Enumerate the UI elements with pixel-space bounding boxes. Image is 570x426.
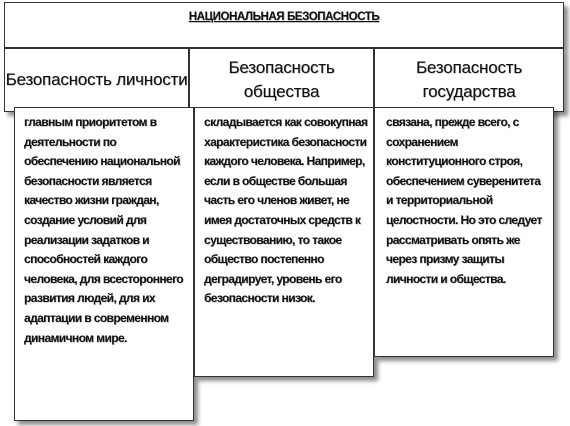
description-society-security-text: складывается как совокупная характеристика безопасности каждого человека. Например, если в обществе большая часть его членов живет, не имея достаточных средств к существованию, то такое общество постепенно деградирует, уровень его безопасности низок. (204, 115, 368, 306)
header-society-security (189, 48, 374, 112)
header-society-security-label: Безопасность общества (228, 58, 335, 101)
description-society-security (194, 107, 374, 377)
description-personal-security (14, 107, 194, 421)
title-box (4, 2, 564, 48)
description-state-security-text: связана, прежде всего, с сохранением конституционного строя, обеспечением суверенитета и территориальной целостности. Но это следует рассматривать опять же через призму защиты личности и общества. (386, 115, 542, 286)
description-state-security (374, 107, 554, 357)
header-personal-security-label: Безопасность личности (5, 70, 188, 89)
header-state-security (374, 48, 564, 112)
diagram-title: НАЦИОНАЛЬНАЯ БЕЗОПАСНОСТЬ (188, 11, 380, 23)
header-personal-security (4, 48, 189, 112)
description-personal-security-text: главным приоритетом в деятельности по обеспечению национальной безопасности является качество жизни граждан, создание условий для реализации задатков и способностей каждого человека, для всестороннего развития людей, для их адаптации в современном динамичном мире. (24, 115, 184, 345)
header-state-security-label: Безопасность государства (415, 58, 523, 101)
